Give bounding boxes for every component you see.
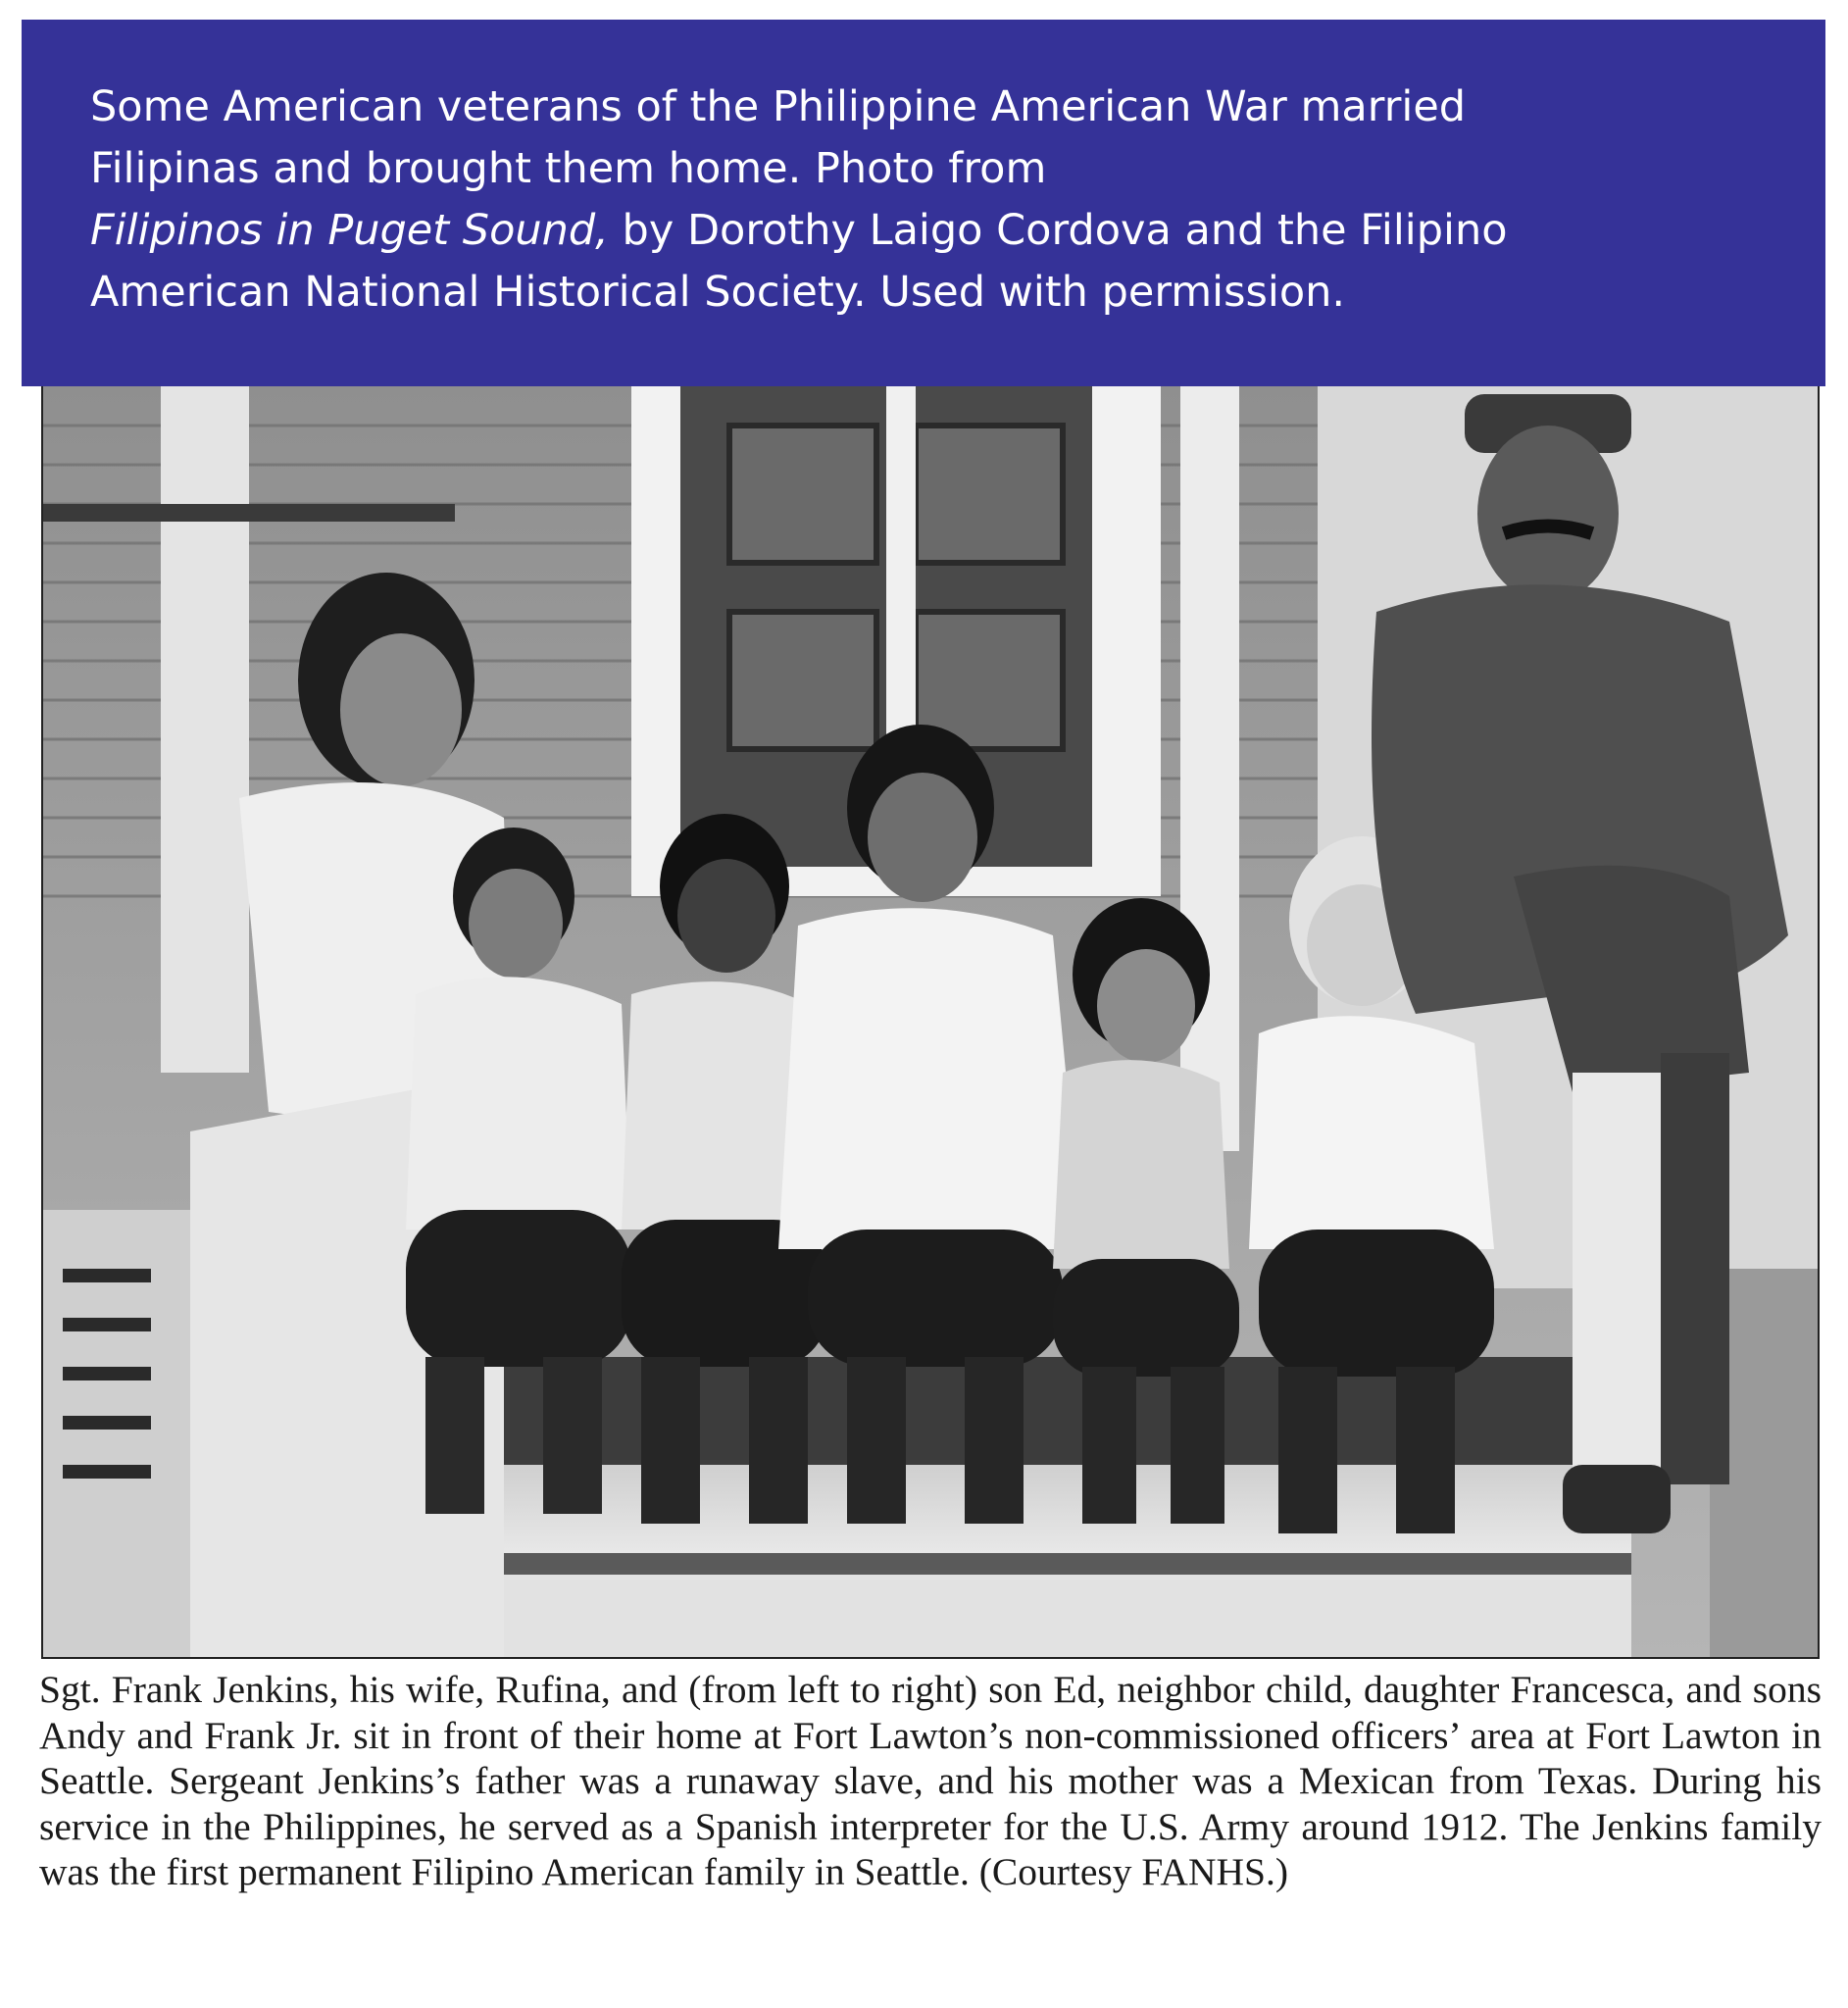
photo-caption: Sgt. Frank Jenkins, his wife, Rufina, and (from left to right) son Ed, neighbor child, daughter Francesca, and sons Andy and Frank Jr. sit in front of their home at Fort Lawton’s non-commissioned officers’ area at Fort Lawton in Seattle. Sergeant Jenkins’s father was a runaway slave, and his mother was a Mexican from Texas. During his service in the Philippines, he served as a Spanish interpreter for the U.S. Army around 1912. The Jenkins family was the first permanent Filipino American family in Seattle. (Courtesy FANHS.) (39, 1668, 1822, 1894)
banner-text (90, 76, 1757, 324)
banner-line-4: American National Historical Society. Used with permission. (90, 268, 1346, 317)
banner-line-2: Filipinas and brought them home. Photo from (90, 144, 1047, 193)
porch-rail (43, 504, 455, 522)
window-frame-left (161, 386, 249, 1073)
book-title: Filipinos in Puget Sound, (90, 206, 609, 255)
banner-line-3: by Dorothy Laigo Cordova and the Filipino (608, 206, 1508, 255)
family-photograph (41, 386, 1820, 1659)
intro-banner (22, 20, 1825, 386)
banner-line-1: Some American veterans of the Philippine American War married (90, 82, 1467, 131)
photo-illustration (43, 386, 1818, 1657)
